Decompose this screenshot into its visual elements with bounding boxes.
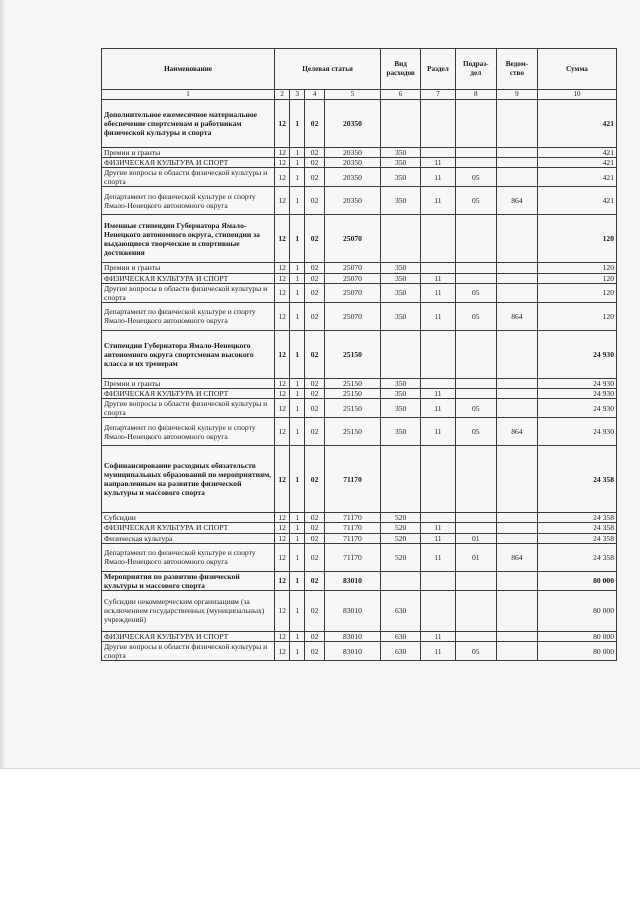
section-cell: 11 <box>421 302 456 330</box>
department-cell <box>496 513 537 523</box>
amount-cell: 24 358 <box>537 543 616 571</box>
row-name-cell: ФИЗИЧЕСКАЯ КУЛЬТУРА И СПОРТ <box>102 631 275 641</box>
subsection-cell <box>455 148 496 158</box>
section-cell: 11 <box>421 631 456 641</box>
target-code-1-cell: 12 <box>275 302 290 330</box>
column-number: 3 <box>290 90 305 100</box>
row-name-cell: Субсидии некоммерческим организациям (за исключением государственных (муниципальных) учреждений) <box>102 590 275 631</box>
amount-cell: 80 000 <box>537 631 616 641</box>
row-name-cell: ФИЗИЧЕСКАЯ КУЛЬТУРА И СПОРТ <box>102 388 275 398</box>
target-code-4-cell: 20350 <box>324 158 380 168</box>
section-cell: 11 <box>421 641 456 660</box>
expense-type-cell: 350 <box>381 158 421 168</box>
expense-type-cell: 350 <box>381 302 421 330</box>
section-cell: 11 <box>421 187 456 215</box>
target-code-4-cell: 20350 <box>324 100 380 148</box>
table-row <box>102 273 617 283</box>
target-code-3-cell: 02 <box>305 543 324 571</box>
target-code-3-cell: 02 <box>305 148 324 158</box>
expense-type-cell: 630 <box>381 631 421 641</box>
section-cell <box>421 590 456 631</box>
department-cell <box>496 283 537 302</box>
target-code-4-cell: 20350 <box>324 148 380 158</box>
target-code-2-cell: 1 <box>290 187 305 215</box>
target-code-3-cell: 02 <box>305 418 324 446</box>
expense-type-cell: 520 <box>381 513 421 523</box>
target-code-4-cell: 71170 <box>324 513 380 523</box>
expense-type-cell: 630 <box>381 590 421 631</box>
subsection-cell <box>455 590 496 631</box>
column-number: 7 <box>421 90 456 100</box>
subsection-cell: 05 <box>455 641 496 660</box>
amount-cell: 421 <box>537 100 616 148</box>
expense-type-cell: 350 <box>381 283 421 302</box>
target-code-3-cell: 02 <box>305 378 324 388</box>
column-number: 8 <box>455 90 496 100</box>
section-cell <box>421 513 456 523</box>
row-name-cell: Премии и гранты <box>102 263 275 273</box>
amount-cell: 120 <box>537 273 616 283</box>
department-cell: 864 <box>496 418 537 446</box>
target-code-4-cell: 71170 <box>324 446 380 513</box>
target-code-4-cell: 83010 <box>324 590 380 631</box>
target-code-3-cell: 02 <box>305 187 324 215</box>
subsection-cell <box>455 330 496 378</box>
section-cell: 11 <box>421 418 456 446</box>
target-code-2-cell: 1 <box>290 446 305 513</box>
target-code-2-cell: 1 <box>290 273 305 283</box>
department-cell <box>496 399 537 418</box>
amount-cell: 421 <box>537 187 616 215</box>
target-code-2-cell: 1 <box>290 641 305 660</box>
target-code-1-cell: 12 <box>275 631 290 641</box>
target-code-3-cell: 02 <box>305 523 324 533</box>
expense-type-cell: 350 <box>381 148 421 158</box>
scan-edge-shadow <box>0 0 6 768</box>
amount-cell: 421 <box>537 158 616 168</box>
row-name-cell: Департамент по физической культуре и спорту Ямало-Ненецкого автономного округа <box>102 302 275 330</box>
section-cell <box>421 100 456 148</box>
target-code-4-cell: 71170 <box>324 533 380 543</box>
subsection-cell: 05 <box>455 168 496 187</box>
target-code-3-cell: 02 <box>305 302 324 330</box>
subsection-cell: 05 <box>455 187 496 215</box>
target-code-1-cell: 12 <box>275 388 290 398</box>
column-number: 5 <box>324 90 380 100</box>
expense-type-cell: 520 <box>381 533 421 543</box>
expense-type-cell <box>381 571 421 590</box>
section-cell <box>421 446 456 513</box>
target-code-4-cell: 25070 <box>324 283 380 302</box>
target-code-2-cell: 1 <box>290 533 305 543</box>
section-cell <box>421 263 456 273</box>
target-code-4-cell: 25070 <box>324 302 380 330</box>
subsection-cell <box>455 273 496 283</box>
section-cell <box>421 215 456 263</box>
amount-cell: 24 358 <box>537 513 616 523</box>
expense-type-cell: 520 <box>381 543 421 571</box>
target-code-3-cell: 02 <box>305 533 324 543</box>
row-name-cell: ФИЗИЧЕСКАЯ КУЛЬТУРА И СПОРТ <box>102 158 275 168</box>
budget-table <box>101 48 617 661</box>
table-row <box>102 158 617 168</box>
target-code-3-cell: 02 <box>305 263 324 273</box>
subsection-cell <box>455 631 496 641</box>
target-code-3-cell: 02 <box>305 100 324 148</box>
amount-cell: 24 930 <box>537 378 616 388</box>
target-code-3-cell: 02 <box>305 399 324 418</box>
subsection-cell <box>455 388 496 398</box>
target-code-3-cell: 02 <box>305 571 324 590</box>
row-name-cell: Другие вопросы в области физической культуры и спорта <box>102 399 275 418</box>
header-target: Целевая статья <box>275 49 381 90</box>
section-cell: 11 <box>421 283 456 302</box>
amount-cell: 120 <box>537 283 616 302</box>
target-code-4-cell: 71170 <box>324 543 380 571</box>
subsection-cell <box>455 523 496 533</box>
target-code-2-cell: 1 <box>290 148 305 158</box>
row-name-cell: Премии и гранты <box>102 378 275 388</box>
table-row <box>102 513 617 523</box>
column-number: 6 <box>381 90 421 100</box>
column-number: 9 <box>496 90 537 100</box>
row-name-cell: Софинансирование расходных обязательств муниципальных образований по мероприятиям, направленным на развитие физической культуры и массового спорта <box>102 446 275 513</box>
amount-cell: 120 <box>537 215 616 263</box>
target-code-1-cell: 12 <box>275 523 290 533</box>
target-code-2-cell: 1 <box>290 263 305 273</box>
target-code-3-cell: 02 <box>305 168 324 187</box>
target-code-2-cell: 1 <box>290 513 305 523</box>
target-code-2-cell: 1 <box>290 418 305 446</box>
target-code-4-cell: 25150 <box>324 330 380 378</box>
target-code-4-cell: 83010 <box>324 641 380 660</box>
department-cell <box>496 446 537 513</box>
target-code-4-cell: 20350 <box>324 168 380 187</box>
header-name: Наименование <box>102 49 275 90</box>
expense-type-cell <box>381 330 421 378</box>
table-row <box>102 215 617 263</box>
subsection-cell: 01 <box>455 543 496 571</box>
department-cell <box>496 168 537 187</box>
target-code-1-cell: 12 <box>275 215 290 263</box>
subsection-cell <box>455 263 496 273</box>
subsection-cell <box>455 513 496 523</box>
target-code-3-cell: 02 <box>305 283 324 302</box>
expense-type-cell: 350 <box>381 388 421 398</box>
target-code-3-cell: 02 <box>305 513 324 523</box>
target-code-3-cell: 02 <box>305 158 324 168</box>
table-row <box>102 641 617 660</box>
expense-type-cell: 350 <box>381 378 421 388</box>
section-cell <box>421 378 456 388</box>
table-row <box>102 399 617 418</box>
target-code-1-cell: 12 <box>275 187 290 215</box>
department-cell <box>496 388 537 398</box>
column-number: 2 <box>275 90 290 100</box>
target-code-4-cell: 25150 <box>324 378 380 388</box>
department-cell <box>496 590 537 631</box>
target-code-3-cell: 02 <box>305 273 324 283</box>
target-code-1-cell: 12 <box>275 148 290 158</box>
target-code-2-cell: 1 <box>290 523 305 533</box>
target-code-2-cell: 1 <box>290 571 305 590</box>
target-code-1-cell: 12 <box>275 100 290 148</box>
target-code-4-cell: 25070 <box>324 263 380 273</box>
header-section: Раздел <box>421 49 456 90</box>
header-expense-type: Вид расходов <box>381 49 421 90</box>
department-cell <box>496 523 537 533</box>
department-cell <box>496 378 537 388</box>
row-name-cell: ФИЗИЧЕСКАЯ КУЛЬТУРА И СПОРТ <box>102 273 275 283</box>
target-code-1-cell: 12 <box>275 283 290 302</box>
amount-cell: 24 358 <box>537 533 616 543</box>
table-row <box>102 263 617 273</box>
amount-cell: 80 000 <box>537 641 616 660</box>
amount-cell: 24 930 <box>537 418 616 446</box>
target-code-3-cell: 02 <box>305 215 324 263</box>
target-code-2-cell: 1 <box>290 378 305 388</box>
department-cell <box>496 330 537 378</box>
amount-cell: 421 <box>537 148 616 158</box>
target-code-2-cell: 1 <box>290 158 305 168</box>
target-code-1-cell: 12 <box>275 378 290 388</box>
table-row <box>102 446 617 513</box>
row-name-cell: Физическая культура <box>102 533 275 543</box>
column-number-row <box>102 90 617 100</box>
row-name-cell: Мероприятия по развитию физической культуры и массового спорта <box>102 571 275 590</box>
department-cell <box>496 263 537 273</box>
table-body <box>102 100 617 661</box>
department-cell <box>496 148 537 158</box>
row-name-cell: Субсидии <box>102 513 275 523</box>
target-code-4-cell: 25150 <box>324 418 380 446</box>
expense-type-cell: 630 <box>381 641 421 660</box>
table-row <box>102 543 617 571</box>
target-code-3-cell: 02 <box>305 641 324 660</box>
column-number: 10 <box>537 90 616 100</box>
target-code-4-cell: 83010 <box>324 631 380 641</box>
department-cell <box>496 533 537 543</box>
table-row <box>102 631 617 641</box>
amount-cell: 24 358 <box>537 446 616 513</box>
target-code-2-cell: 1 <box>290 543 305 571</box>
expense-type-cell: 350 <box>381 418 421 446</box>
section-cell <box>421 330 456 378</box>
target-code-4-cell: 25150 <box>324 388 380 398</box>
amount-cell: 421 <box>537 168 616 187</box>
section-cell: 11 <box>421 533 456 543</box>
target-code-1-cell: 12 <box>275 533 290 543</box>
expense-type-cell: 350 <box>381 263 421 273</box>
target-code-4-cell: 71170 <box>324 523 380 533</box>
target-code-2-cell: 1 <box>290 631 305 641</box>
target-code-3-cell: 02 <box>305 330 324 378</box>
table-row <box>102 523 617 533</box>
target-code-4-cell: 25070 <box>324 273 380 283</box>
section-cell: 11 <box>421 158 456 168</box>
expense-type-cell <box>381 100 421 148</box>
subsection-cell: 05 <box>455 399 496 418</box>
target-code-4-cell: 25150 <box>324 399 380 418</box>
amount-cell: 24 930 <box>537 399 616 418</box>
department-cell <box>496 571 537 590</box>
target-code-4-cell: 20350 <box>324 187 380 215</box>
table-row <box>102 100 617 148</box>
subsection-cell: 05 <box>455 283 496 302</box>
section-cell: 11 <box>421 273 456 283</box>
target-code-4-cell: 25070 <box>324 215 380 263</box>
subsection-cell <box>455 158 496 168</box>
table-row <box>102 187 617 215</box>
target-code-2-cell: 1 <box>290 399 305 418</box>
amount-cell: 24 930 <box>537 330 616 378</box>
column-number: 1 <box>102 90 275 100</box>
target-code-3-cell: 02 <box>305 590 324 631</box>
expense-type-cell: 350 <box>381 168 421 187</box>
section-cell: 11 <box>421 523 456 533</box>
department-cell: 864 <box>496 543 537 571</box>
department-cell <box>496 631 537 641</box>
target-code-1-cell: 12 <box>275 330 290 378</box>
header-department: Ведом-ство <box>496 49 537 90</box>
target-code-4-cell: 83010 <box>324 571 380 590</box>
row-name-cell: Стипендии Губернатора Ямало-Ненецкого автономного округа спортсменам высокого класса и их тренерам <box>102 330 275 378</box>
amount-cell: 120 <box>537 302 616 330</box>
target-code-3-cell: 02 <box>305 388 324 398</box>
table-row <box>102 168 617 187</box>
row-name-cell: Департамент по физической культуре и спорту Ямало-Ненецкого автономного округа <box>102 418 275 446</box>
section-cell: 11 <box>421 168 456 187</box>
target-code-1-cell: 12 <box>275 418 290 446</box>
subsection-cell: 05 <box>455 302 496 330</box>
table-row <box>102 330 617 378</box>
section-cell: 11 <box>421 388 456 398</box>
expense-type-cell: 350 <box>381 399 421 418</box>
row-name-cell: Другие вопросы в области физической культуры и спорта <box>102 283 275 302</box>
department-cell: 864 <box>496 302 537 330</box>
row-name-cell: Именные стипендии Губернатора Ямало-Ненецкого автономного округа, стипендии за выдающиеся творческие и спортивные достижения <box>102 215 275 263</box>
subsection-cell <box>455 446 496 513</box>
row-name-cell: Другие вопросы в области физической культуры и спорта <box>102 641 275 660</box>
table-row <box>102 418 617 446</box>
table-row <box>102 388 617 398</box>
subsection-cell <box>455 215 496 263</box>
department-cell <box>496 100 537 148</box>
target-code-1-cell: 12 <box>275 158 290 168</box>
target-code-3-cell: 02 <box>305 446 324 513</box>
subsection-cell <box>455 378 496 388</box>
target-code-1-cell: 12 <box>275 543 290 571</box>
amount-cell: 24 358 <box>537 523 616 533</box>
section-cell <box>421 571 456 590</box>
target-code-1-cell: 12 <box>275 590 290 631</box>
target-code-2-cell: 1 <box>290 302 305 330</box>
table-header <box>102 49 617 100</box>
table-row <box>102 533 617 543</box>
amount-cell: 80 000 <box>537 590 616 631</box>
subsection-cell <box>455 100 496 148</box>
table-row <box>102 590 617 631</box>
row-name-cell: ФИЗИЧЕСКАЯ КУЛЬТУРА И СПОРТ <box>102 523 275 533</box>
department-cell: 864 <box>496 187 537 215</box>
target-code-2-cell: 1 <box>290 168 305 187</box>
expense-type-cell: 350 <box>381 273 421 283</box>
subsection-cell: 05 <box>455 418 496 446</box>
department-cell <box>496 158 537 168</box>
amount-cell: 24 930 <box>537 388 616 398</box>
expense-type-cell: 350 <box>381 187 421 215</box>
expense-type-cell <box>381 215 421 263</box>
header-subsection: Подраз-дел <box>455 49 496 90</box>
amount-cell: 80 000 <box>537 571 616 590</box>
target-code-2-cell: 1 <box>290 388 305 398</box>
target-code-1-cell: 12 <box>275 168 290 187</box>
expense-type-cell: 520 <box>381 523 421 533</box>
row-name-cell: Департамент по физической культуре и спорту Ямало-Ненецкого автономного округа <box>102 543 275 571</box>
target-code-2-cell: 1 <box>290 283 305 302</box>
section-cell <box>421 148 456 158</box>
row-name-cell: Премии и гранты <box>102 148 275 158</box>
header-sum: Сумма <box>537 49 616 90</box>
table-row <box>102 302 617 330</box>
target-code-1-cell: 12 <box>275 273 290 283</box>
row-name-cell: Другие вопросы в области физической культуры и спорта <box>102 168 275 187</box>
target-code-1-cell: 12 <box>275 513 290 523</box>
target-code-2-cell: 1 <box>290 590 305 631</box>
department-cell <box>496 273 537 283</box>
subsection-cell <box>455 571 496 590</box>
subsection-cell: 01 <box>455 533 496 543</box>
column-number: 4 <box>305 90 324 100</box>
expense-type-cell <box>381 446 421 513</box>
department-cell <box>496 215 537 263</box>
section-cell: 11 <box>421 543 456 571</box>
row-name-cell: Дополнительное ежемесячное материальное обеспечение спортсменам и работникам физической культуры и спорта <box>102 100 275 148</box>
target-code-3-cell: 02 <box>305 631 324 641</box>
table-row <box>102 148 617 158</box>
target-code-1-cell: 12 <box>275 571 290 590</box>
section-cell: 11 <box>421 399 456 418</box>
target-code-2-cell: 1 <box>290 215 305 263</box>
amount-cell: 120 <box>537 263 616 273</box>
target-code-2-cell: 1 <box>290 100 305 148</box>
target-code-2-cell: 1 <box>290 330 305 378</box>
row-name-cell: Департамент по физической культуре и спорту Ямало-Ненецкого автономного округа <box>102 187 275 215</box>
target-code-1-cell: 12 <box>275 641 290 660</box>
table-row <box>102 283 617 302</box>
target-code-1-cell: 12 <box>275 446 290 513</box>
department-cell <box>496 641 537 660</box>
target-code-1-cell: 12 <box>275 399 290 418</box>
table-row <box>102 378 617 388</box>
target-code-1-cell: 12 <box>275 263 290 273</box>
table-row <box>102 571 617 590</box>
